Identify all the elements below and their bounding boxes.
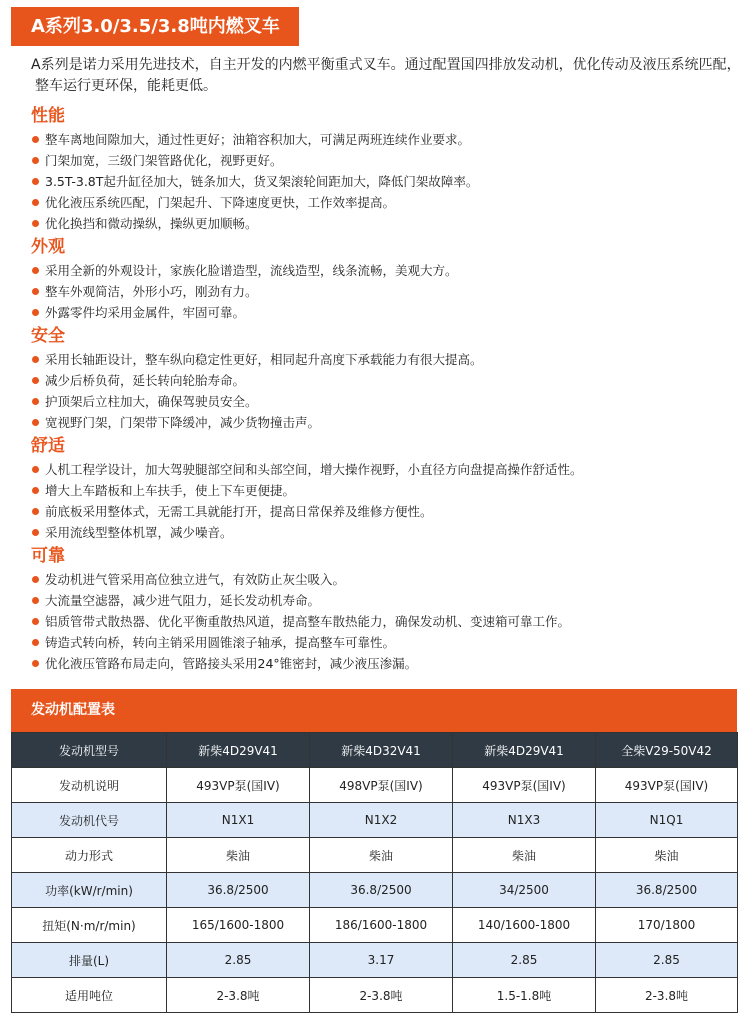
bullet-icon: [32, 618, 39, 625]
section-title: 舒适: [31, 436, 65, 456]
feature-text: 整车离地间隙加大，通过性更好；油箱容积加大，可满足两班连续作业要求。: [45, 132, 471, 147]
table-cell: N1X3: [453, 803, 596, 838]
row-label-cell: 适用吨位: [12, 978, 167, 1013]
bullet-icon: [32, 576, 39, 583]
feature-text: 优化液压系统匹配，门架起升、下降速度更快，工作效率提高。: [45, 195, 396, 210]
bullet-icon: [32, 267, 39, 274]
feature-text: 铸造式转向桥，转向主销采用圆锥滚子轴承，提高整车可靠性。: [45, 635, 396, 650]
row-label-cell: 动力形式: [12, 838, 167, 873]
feature-item: [31, 281, 731, 302]
feature-item: [31, 192, 731, 213]
bullet-icon: [32, 466, 39, 473]
table-cell: 186/1600-1800: [310, 908, 453, 943]
table-cell: 493VP泵(国IV): [453, 768, 596, 803]
feature-text: 人机工程学设计，加大驾驶腿部空间和头部空间，增大操作视野，小直径方向盘提高操作舒适性。: [45, 462, 583, 477]
table-cell: 3.17: [310, 943, 453, 978]
feature-text: 大流量空滤器，减少进气阻力，延长发动机寿命。: [45, 593, 321, 608]
table-cell: 493VP泵(国IV): [167, 768, 310, 803]
feature-item: [31, 349, 731, 370]
bullet-icon: [32, 288, 39, 295]
bullet-icon: [32, 178, 39, 185]
feature-item: [31, 129, 731, 150]
page-title: A系列3.0/3.5/3.8吨内燃叉车: [11, 7, 299, 46]
table-cell: 2-3.8吨: [310, 978, 453, 1013]
feature-text: 优化换挡和微动操纵，操纵更加顺畅。: [45, 216, 258, 231]
header-cell: 新柴4D32V41: [310, 733, 453, 768]
section-title: 安全: [31, 326, 65, 346]
feature-text: 采用全新的外观设计，家族化脸谱造型，流线造型，线条流畅，美观大方。: [45, 263, 458, 278]
table-cell: 2-3.8吨: [596, 978, 738, 1013]
table-row: [12, 908, 738, 943]
row-label-cell: 扭矩(N·m/r/min): [12, 908, 167, 943]
bullet-icon: [32, 356, 39, 363]
bullet-icon: [32, 419, 39, 426]
row-label-cell: 功率(kW/r/min): [12, 873, 167, 908]
table-header-row: [12, 733, 738, 768]
table-cell: 柴油: [453, 838, 596, 873]
feature-text: 宽视野门架，门架带下降缓冲，减少货物撞击声。: [45, 415, 321, 430]
header-cell: 发动机型号: [12, 733, 167, 768]
table-row: [12, 873, 738, 908]
header-cell: 全柴V29-50V42: [596, 733, 738, 768]
table-cell: 2.85: [167, 943, 310, 978]
feature-item: [31, 480, 731, 501]
feature-text: 3.5T-3.8T起升缸径加大，链条加大，货叉架滚轮间距加大，降低门架故障率。: [45, 174, 479, 189]
feature-text: 铝质管带式散热器、优化平衡重散热风道，提高整车散热能力，确保发动机、变速箱可靠工作。: [45, 614, 571, 629]
engine-config-table: [11, 732, 738, 1013]
engine-table-title: 发动机配置表: [11, 689, 737, 732]
header-cell: 新柴4D29V41: [453, 733, 596, 768]
table-cell: N1X2: [310, 803, 453, 838]
bullet-icon: [32, 157, 39, 164]
feature-item: [31, 569, 731, 590]
table-cell: 柴油: [596, 838, 738, 873]
feature-item: [31, 501, 731, 522]
feature-item: [31, 611, 731, 632]
feature-item: [31, 260, 731, 281]
feature-item: [31, 150, 731, 171]
feature-text: 增大上车踏板和上车扶手，使上下车更便捷。: [45, 483, 296, 498]
feature-text: 门架加宽，三级门架管路优化，视野更好。: [45, 153, 283, 168]
table-cell: 36.8/2500: [596, 873, 738, 908]
feature-item: [31, 459, 731, 480]
bullet-icon: [32, 508, 39, 515]
table-row: [12, 943, 738, 978]
feature-text: 前底板采用整体式，无需工具就能打开，提高日常保养及维修方便性。: [45, 504, 433, 519]
table-cell: 柴油: [310, 838, 453, 873]
table-cell: 2-3.8吨: [167, 978, 310, 1013]
table-cell: 493VP泵(国IV): [596, 768, 738, 803]
bullet-icon: [32, 309, 39, 316]
feature-item: [31, 653, 731, 674]
bullet-icon: [32, 199, 39, 206]
feature-item: [31, 302, 731, 323]
table-cell: 165/1600-1800: [167, 908, 310, 943]
bullet-icon: [32, 398, 39, 405]
feature-text: 外露零件均采用金属件，牢固可靠。: [45, 305, 246, 320]
table-row: [12, 803, 738, 838]
row-label-cell: 排量(L): [12, 943, 167, 978]
table-cell: 2.85: [453, 943, 596, 978]
row-label-cell: 发动机代号: [12, 803, 167, 838]
feature-text: 整车外观简洁，外形小巧，刚劲有力。: [45, 284, 258, 299]
table-cell: 36.8/2500: [310, 873, 453, 908]
section-title: 可靠: [31, 546, 65, 566]
table-cell: 2.85: [596, 943, 738, 978]
feature-text: 优化液压管路布局走向，管路接头采用24°锥密封，减少液压渗漏。: [45, 656, 418, 671]
table-row: [12, 978, 738, 1013]
feature-item: [31, 370, 731, 391]
bullet-icon: [32, 639, 39, 646]
table-cell: 1.5-1.8吨: [453, 978, 596, 1013]
section-title: 外观: [31, 237, 65, 257]
feature-text: 减少后桥负荷，延长转向轮胎寿命。: [45, 373, 246, 388]
table-cell: N1X1: [167, 803, 310, 838]
feature-item: [31, 522, 731, 543]
table-cell: 170/1800: [596, 908, 738, 943]
table-row: [12, 838, 738, 873]
section-title: 性能: [31, 106, 65, 126]
feature-sections: [31, 103, 731, 674]
bullet-icon: [32, 529, 39, 536]
bullet-icon: [32, 487, 39, 494]
bullet-icon: [32, 377, 39, 384]
feature-item: [31, 171, 731, 192]
intro-line-1: A系列是诺力采用先进技术，自主开发的内燃平衡重式叉车。通过配置国四排放发动机，优化传动及液压系统匹配，: [31, 57, 741, 73]
bullet-icon: [32, 220, 39, 227]
bullet-icon: [32, 136, 39, 143]
header-cell: 新柴4D29V41: [167, 733, 310, 768]
intro-paragraph: [31, 55, 743, 97]
feature-item: [31, 213, 731, 234]
bullet-icon: [32, 660, 39, 667]
feature-item: [31, 412, 731, 433]
table-cell: 柴油: [167, 838, 310, 873]
feature-text: 发动机进气管采用高位独立进气，有效防止灰尘吸入。: [45, 572, 346, 587]
feature-item: [31, 391, 731, 412]
feature-item: [31, 590, 731, 611]
intro-line-2: 整车运行更环保，能耗更低。: [35, 78, 217, 94]
table-cell: 34/2500: [453, 873, 596, 908]
feature-text: 采用流线型整体机罩，减少噪音。: [45, 525, 233, 540]
table-cell: 498VP泵(国IV): [310, 768, 453, 803]
table-row: [12, 768, 738, 803]
table-cell: 36.8/2500: [167, 873, 310, 908]
table-cell: N1Q1: [596, 803, 738, 838]
bullet-icon: [32, 597, 39, 604]
feature-item: [31, 632, 731, 653]
table-cell: 140/1600-1800: [453, 908, 596, 943]
feature-text: 护顶架后立柱加大，确保驾驶员安全。: [45, 394, 258, 409]
row-label-cell: 发动机说明: [12, 768, 167, 803]
feature-text: 采用长轴距设计，整车纵向稳定性更好，相同起升高度下承载能力有很大提高。: [45, 352, 483, 367]
